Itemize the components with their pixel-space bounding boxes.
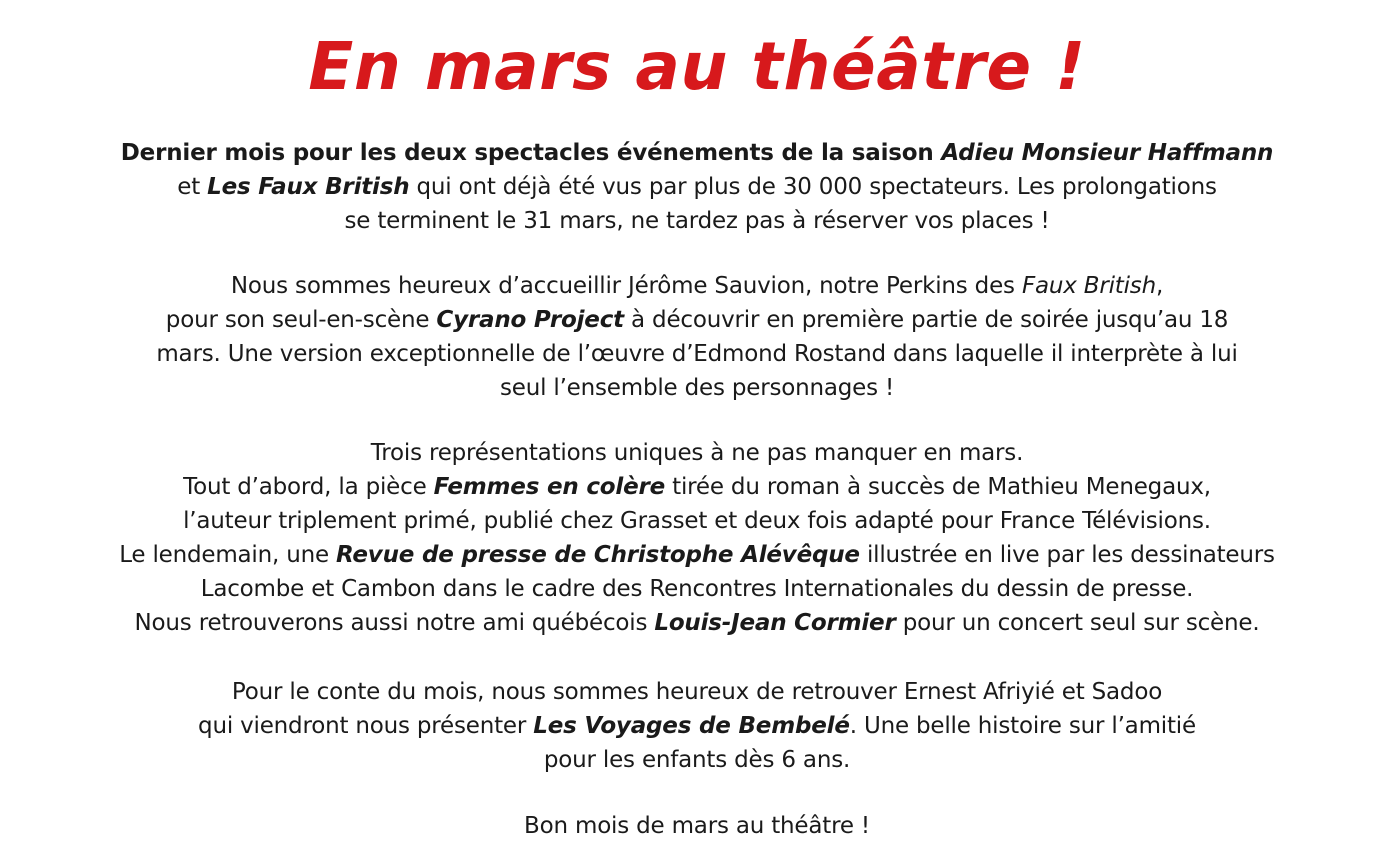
text-line: pour les enfants dès 6 ans. xyxy=(543,747,851,773)
closing-line: Bon mois de mars au théâtre ! xyxy=(524,813,870,839)
text-line xyxy=(40,538,1354,572)
text-fragment: qui ont déjà été vus par plus de 30 000 spectateurs. Les prolongations xyxy=(409,174,1217,200)
text-fragment: à découvrir en première partie de soirée jusqu’au 18 xyxy=(623,307,1229,333)
text-fragment: pour un concert seul sur scène. xyxy=(895,610,1260,636)
text-fragment: tirée du roman à succès de Mathieu Menegaux, xyxy=(665,474,1211,500)
text-line: Trois représentations uniques à ne pas manquer en mars. xyxy=(370,440,1024,466)
text-line xyxy=(40,606,1354,640)
show-title-adieu-monsieur-haffmann: Adieu Monsieur Haffmann xyxy=(941,140,1274,166)
text-line: seul l’ensemble des personnages ! xyxy=(499,375,895,401)
text-line: Pour le conte du mois, nous sommes heureux de retrouver Ernest Afriyié et Sadoo xyxy=(231,679,1163,705)
text-fragment: . Une belle histoire sur l’amitié xyxy=(849,713,1196,739)
paragraph-cyrano xyxy=(40,269,1354,405)
text-line xyxy=(40,269,1354,303)
show-title-revue-de-presse: Revue de presse de Christophe Alévêque xyxy=(336,542,860,568)
show-title-cyrano-project: Cyrano Project xyxy=(436,307,624,333)
text-fragment: Nous sommes heureux d’accueillir Jérôme Sauvion, notre Perkins des xyxy=(230,273,1022,299)
text-line xyxy=(40,170,1354,204)
text-fragment: Tout d’abord, la pièce xyxy=(183,474,434,500)
show-title-les-faux-british: Les Faux British xyxy=(207,174,410,200)
text-fragment: Le lendemain, une xyxy=(119,542,337,568)
text-line: Lacombe et Cambon dans le cadre des Rencontres Internationales du dessin de presse. xyxy=(200,576,1194,602)
text-fragment: illustrée en live par les dessinateurs xyxy=(859,542,1275,568)
page-title: En mars au théâtre ! xyxy=(308,28,1086,105)
paragraph-tale-of-month xyxy=(40,675,1354,777)
paragraph-unique-shows xyxy=(40,436,1354,640)
text-fragment: et xyxy=(177,174,208,200)
text-fragment: qui viendront nous présenter xyxy=(198,713,534,739)
italic-title-faux-british: Faux British xyxy=(1021,273,1156,299)
text-line xyxy=(40,303,1354,337)
text-line: mars. Une version exceptionnelle de l’œuvre d’Edmond Rostand dans laquelle il interprète à lui xyxy=(156,341,1238,367)
text-line: se terminent le 31 mars, ne tardez pas à réserver vos places ! xyxy=(344,208,1050,234)
text-fragment: Nous retrouverons aussi notre ami québécois xyxy=(134,610,655,636)
text-line xyxy=(40,709,1354,743)
show-title-femmes-en-colere: Femmes en colère xyxy=(433,474,666,500)
show-title-les-voyages-de-bembele: Les Voyages de Bembelé xyxy=(533,713,850,739)
text-line xyxy=(40,136,1354,170)
text-line xyxy=(40,470,1354,504)
text-line: l’auteur triplement primé, publié chez Grasset et deux fois adapté pour France Télévisions. xyxy=(183,508,1211,534)
paragraph-closing xyxy=(40,809,1354,843)
show-title-louis-jean-cormier: Louis-Jean Cormier xyxy=(654,610,896,636)
text-fragment: , xyxy=(1155,273,1164,299)
paragraph-last-month xyxy=(40,136,1354,238)
intro-text: Dernier mois pour les deux spectacles événements de la saison xyxy=(120,140,942,166)
text-fragment: pour son seul-en-scène xyxy=(165,307,437,333)
